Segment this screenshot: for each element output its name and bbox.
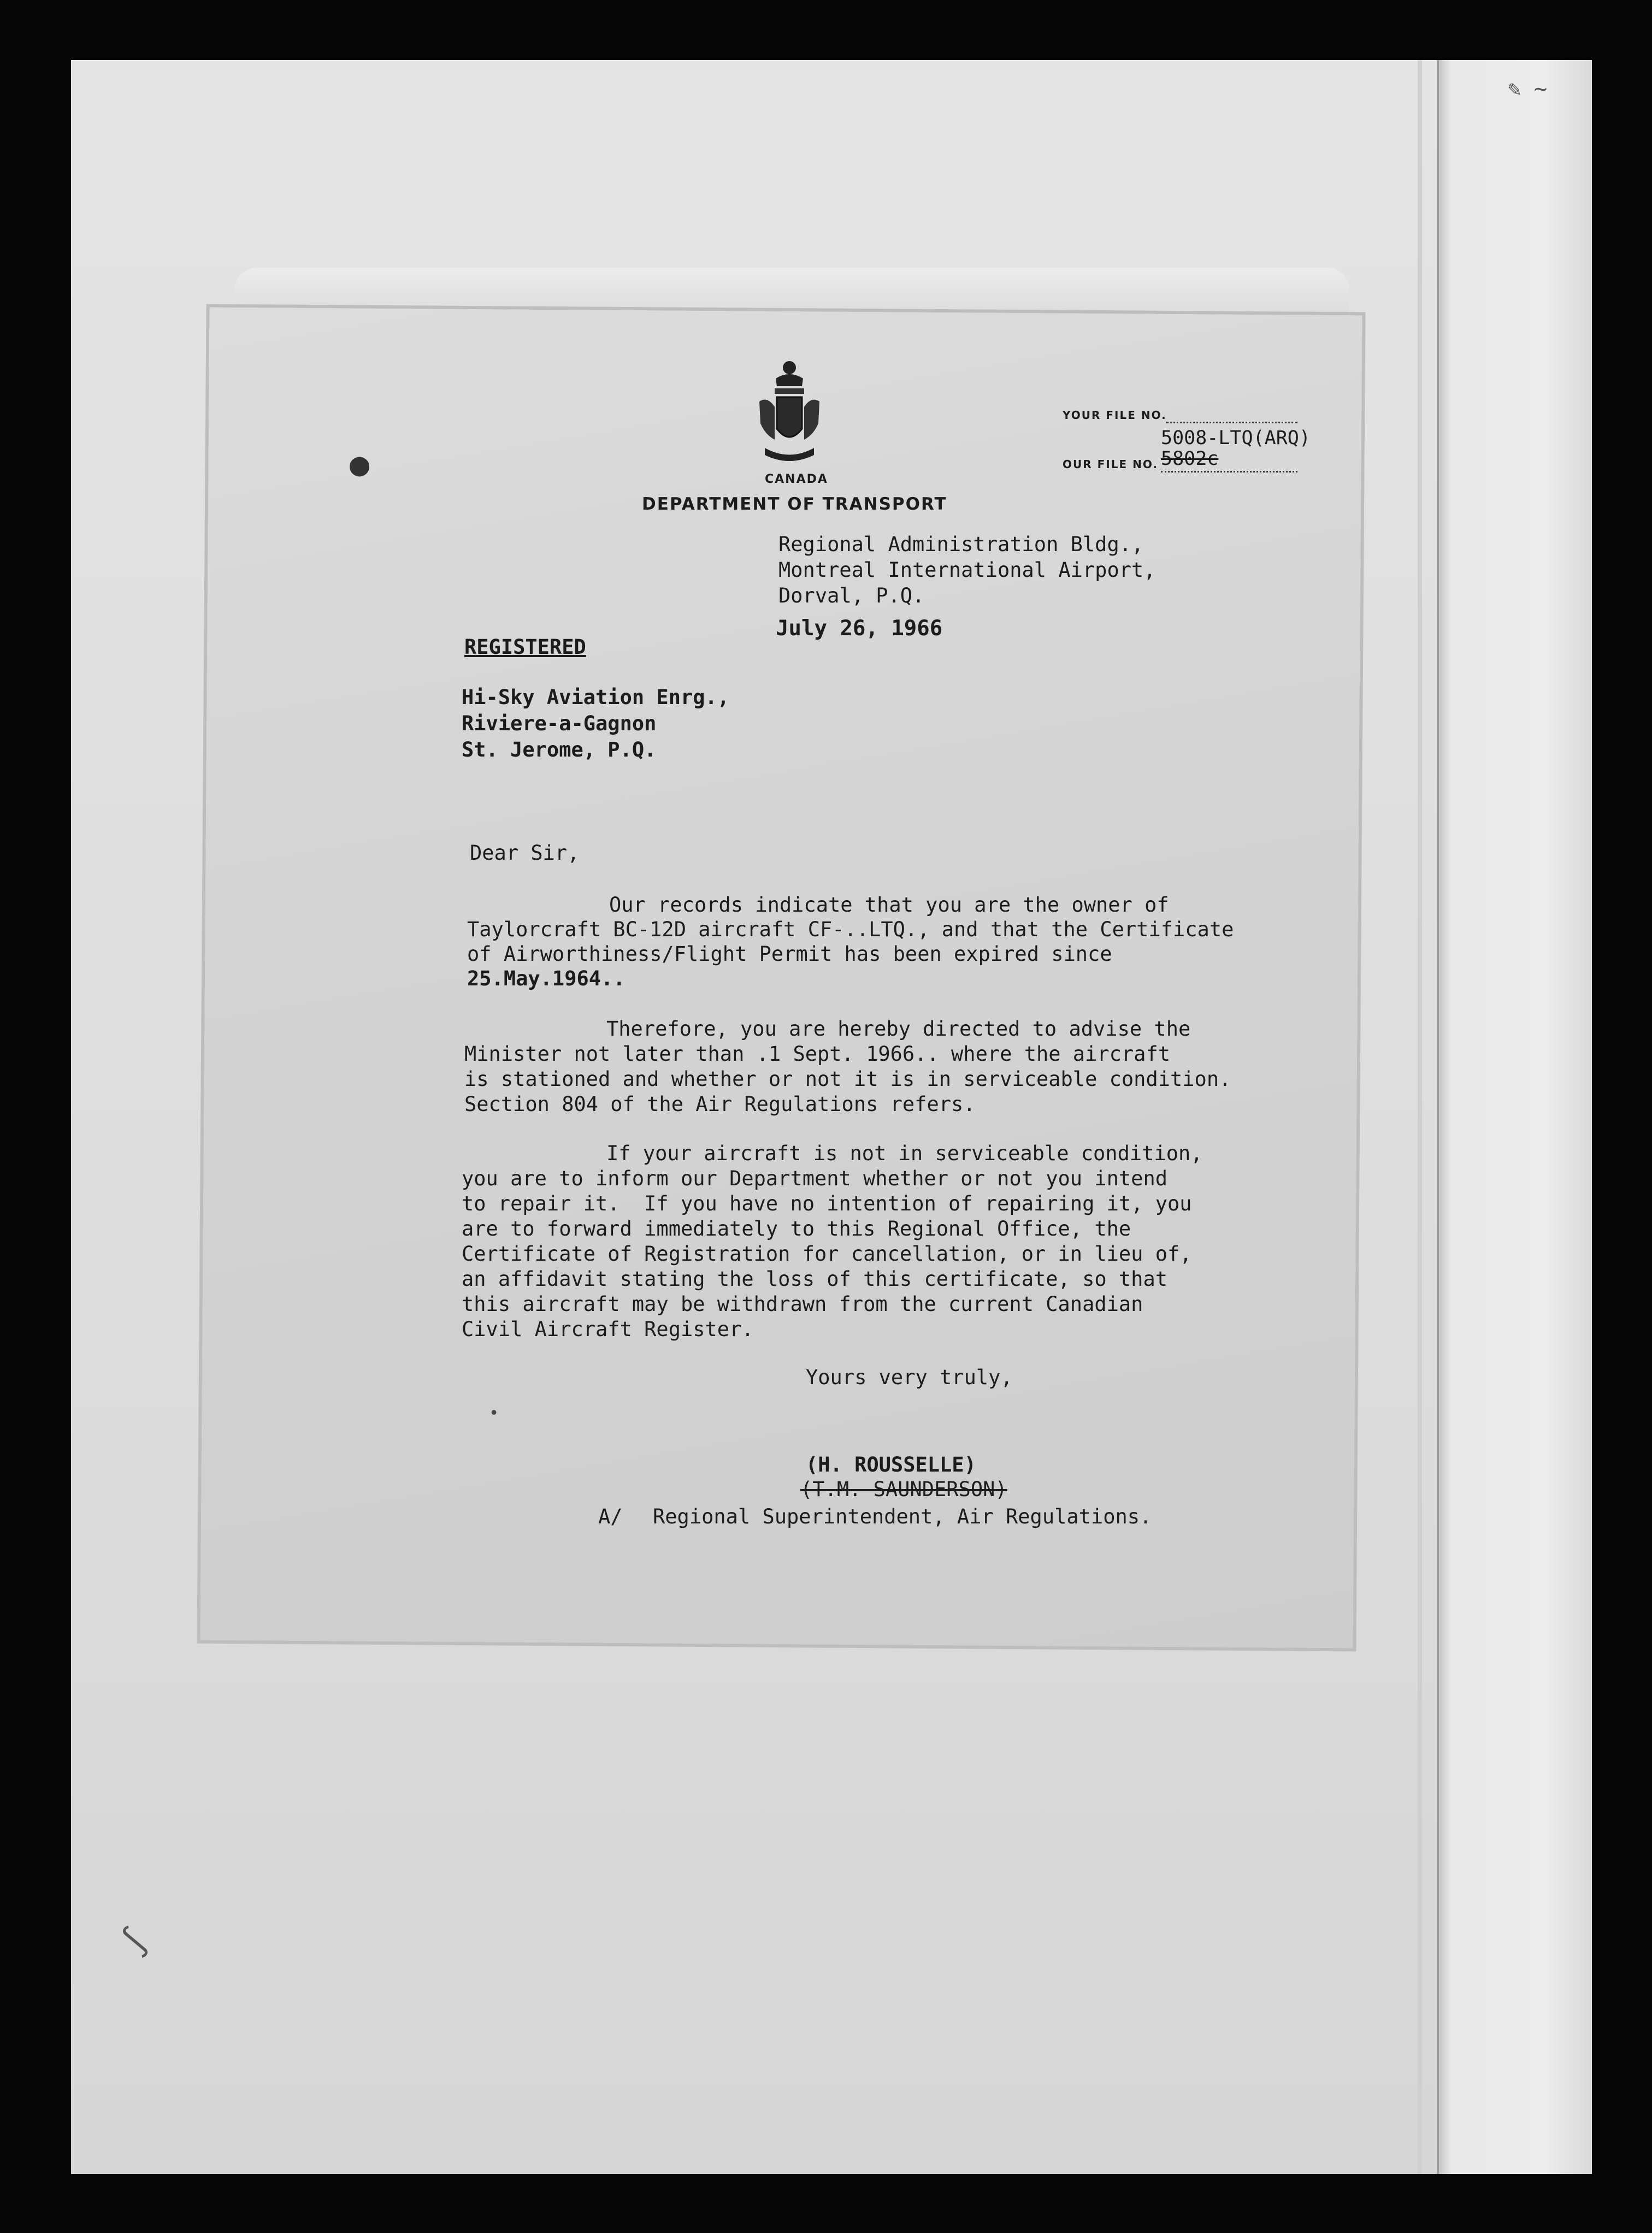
signature-prefix: A/ bbox=[598, 1505, 623, 1528]
paragraph-3-line-7: this aircraft may be withdrawn from the current Canadian bbox=[462, 1292, 1143, 1316]
paragraph-3-line-3: to repair it. If you have no intention of repairing it, you bbox=[462, 1192, 1192, 1215]
mount-side-strip bbox=[1437, 60, 1592, 2174]
your-file-value: 5008-LTQ(ARQ) bbox=[1161, 427, 1311, 449]
paragraph-3-line-1: If your aircraft is not in serviceable condition, bbox=[606, 1142, 1203, 1165]
sender-address-line-1: Regional Administration Bldg., bbox=[778, 533, 1144, 556]
department-title: DEPARTMENT OF TRANSPORT bbox=[642, 494, 947, 514]
our-file-line bbox=[1161, 471, 1297, 472]
sender-address-line-3: Dorval, P.Q. bbox=[778, 584, 925, 607]
paragraph-3-line-6: an affidavit stating the loss of this certificate, so that bbox=[462, 1267, 1168, 1291]
paragraph-2-line-1: Therefore, you are hereby directed to advise the bbox=[606, 1017, 1191, 1041]
paragraph-2-line-2: Minister not later than .1 Sept. 1966.. where the aircraft bbox=[464, 1042, 1171, 1066]
signatory-name: (H. ROUSSELLE) bbox=[806, 1453, 976, 1476]
paragraph-1-line-1: Our records indicate that you are the owner of bbox=[609, 893, 1169, 917]
paragraph-3-line-2: you are to inform our Department whether or not you intend bbox=[462, 1167, 1168, 1190]
mount-edge bbox=[1418, 60, 1422, 2174]
our-file-value: 5802c bbox=[1161, 448, 1219, 470]
sender-address-line-2: Montreal International Airport, bbox=[778, 558, 1156, 582]
our-file-label: OUR FILE NO. bbox=[1063, 458, 1158, 471]
paragraph-2-line-3: is stationed and whether or not it is in serviceable condition. bbox=[464, 1067, 1231, 1091]
pencil-mark: ✎ ~ bbox=[1508, 76, 1548, 102]
your-file-line bbox=[1166, 422, 1297, 423]
recipient-address-line-3: St. Jerome, P.Q. bbox=[462, 738, 657, 761]
paragraph-1-line-4: 25.May.1964.. bbox=[467, 967, 626, 990]
paragraph-3-line-4: are to forward immediately to this Regional Office, the bbox=[462, 1217, 1131, 1240]
registered-label: REGISTERED bbox=[464, 635, 586, 659]
paragraph-3-line-8: Civil Aircraft Register. bbox=[462, 1318, 754, 1341]
struck-signatory-name: (T.M. SAUNDERSON) bbox=[800, 1478, 1007, 1501]
your-file-label: YOUR FILE NO. bbox=[1063, 409, 1167, 422]
coat-of-arms-icon bbox=[754, 358, 825, 464]
country-label: CANADA bbox=[765, 472, 828, 486]
paragraph-1-line-3: of Airworthiness/Flight Permit has been expired since bbox=[467, 942, 1112, 966]
salutation: Dear Sir, bbox=[470, 841, 580, 865]
signature-title: Regional Superintendent, Air Regulations. bbox=[653, 1505, 1152, 1528]
recipient-address-line-1: Hi-Sky Aviation Enrg., bbox=[462, 686, 730, 709]
recipient-address-line-2: Riviere-a-Gagnon bbox=[462, 712, 657, 735]
letter-date: July 26, 1966 bbox=[776, 616, 943, 641]
ink-dot: • bbox=[489, 1404, 499, 1423]
paragraph-2-line-4: Section 804 of the Air Regulations refers. bbox=[464, 1092, 976, 1116]
hole-punch-mark: ● bbox=[350, 445, 370, 483]
paragraph-3-line-5: Certificate of Registration for cancellation, or in lieu of, bbox=[462, 1242, 1192, 1266]
closing: Yours very truly, bbox=[806, 1366, 1013, 1389]
paragraph-1-line-2: Taylorcraft BC-12D aircraft CF-..LTQ., and that the Certificate bbox=[467, 918, 1234, 941]
smudge-mark: ∫ bbox=[114, 1922, 157, 1962]
